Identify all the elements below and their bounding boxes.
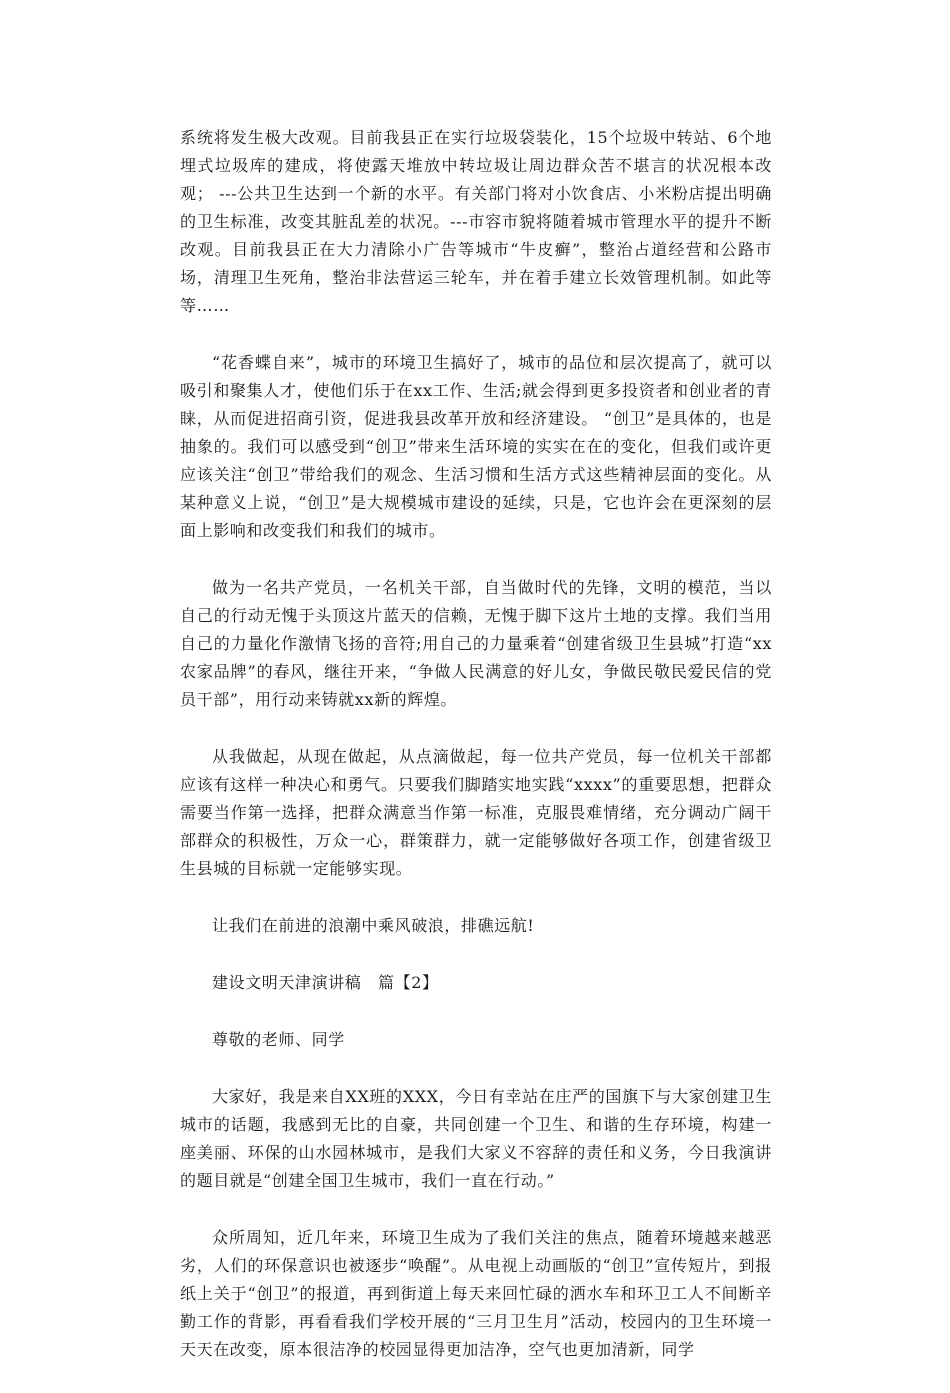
paragraph-1: 系统将发生极大改观。目前我县正在实行垃圾袋装化，15个垃圾中转站、6个地埋式垃圾库的建成，将使露天堆放中转垃圾让周边群众苦不堪言的状况根本改观； ---公共卫生达到一个新的水平。有关部门将对小饮食店、小米粉店提出明确的卫生标准，改变其脏乱差的状况。---市容市貌将随着城市管理水平的提升不断改观。目前我县正在大力清除小广告等城市“牛皮癣”，整治占道经营和公路市场，清理卫生死角，整治非法营运三轮车，并在着手建立长效管理机制。如此等等……	[180, 128, 772, 315]
paragraph-2: “花香蝶自来”，城市的环境卫生搞好了，城市的品位和层次提高了，就可以吸引和聚集人才，使他们乐于在xx工作、生活;就会得到更多投资者和创业者的青睐，从而促进招商引资，促进我县改革开放和经济建设。 “创卫”是具体的，也是抽象的。我们可以感受到“创卫”带来生活环境的实实在在的变化，但我们或许更应该关注“创卫”带给我们的观念、生活习惯和生活方式这些精神层面的变化。从某种意义上说，“创卫”是大规模城市建设的延续，只是，它也许会在更深刻的层面上影响和改变我们和我们的城市。	[180, 353, 772, 540]
document-body	[180, 124, 772, 1393]
section-heading: 建设文明天津演讲稿 篇【2】	[212, 973, 439, 992]
paragraph-3: 做为一名共产党员，一名机关干部，自当做时代的先锋，文明的模范，当以自己的行动无愧于头顶这片蓝天的信赖，无愧于脚下这片土地的支撑。我们当用自己的力量化作激情飞扬的音符;用自己的力量乘着“创建省级卫生县城”打造“xx农家品牌”的春风，继往开来，“争做人民满意的好儿女，争做民敬民爱民信的党员干部”，用行动来铸就xx新的辉煌。	[180, 578, 772, 709]
salutation: 尊敬的老师、同学	[212, 1030, 345, 1049]
paragraph-4: 从我做起，从现在做起，从点滴做起，每一位共产党员，每一位机关干部都应该有这样一种决心和勇气。只要我们脚踏实地实践“xxxx”的重要思想，把群众需要当作第一选择，把群众满意当作第一标准，克服畏难情绪，充分调动广阔干部群众的积极性，万众一心，群策群力，就一定能够做好各项工作，创建省级卫生县城的目标就一定能够实现。	[180, 747, 772, 878]
paragraph-5: 让我们在前进的浪潮中乘风破浪，排礁远航!	[212, 916, 535, 935]
paragraph-8: 大家好，我是来自XX班的XXX，今日有幸站在庄严的国旗下与大家创建卫生城市的话题，我感到无比的自豪，共同创建一个卫生、和谐的生存环境，构建一座美丽、环保的山水园林城市，是我们大家义不容辞的责任和义务，今日我演讲的题目就是“创建全国卫生城市，我们一直在行动。”	[180, 1087, 772, 1190]
paragraph-9: 众所周知，近几年来，环境卫生成为了我们关注的焦点，随着环境越来越恶劣，人们的环保意识也被逐步“唤醒”。从电视上动画版的“创卫”宣传短片，到报纸上关于“创卫”的报道，再到街道上每天来回忙碌的洒水车和环卫工人不间断辛勤工作的背影，再看看我们学校开展的“三月卫生月”活动，校园内的卫生环境一天天在改变，原本很洁净的校园显得更加洁净，空气也更加清新，同学	[180, 1228, 772, 1359]
